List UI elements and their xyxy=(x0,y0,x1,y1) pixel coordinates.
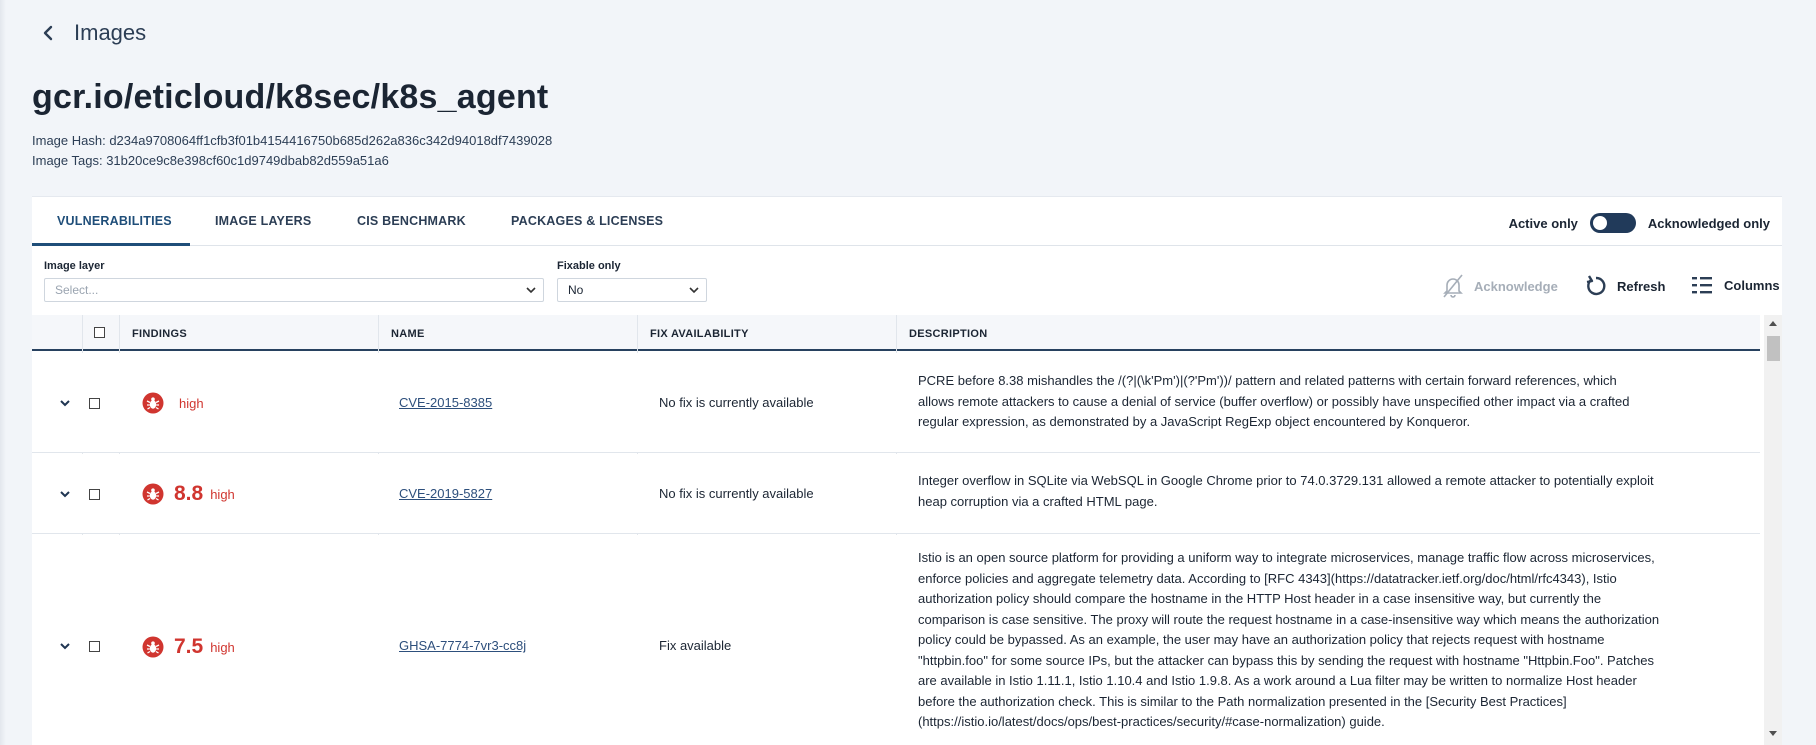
description-line: enforce policies and aggregate telemetry data. According to [RFC 4343](https://datatracker.ietf.org/doc/html/rfc4343), Istio xyxy=(918,570,1617,586)
row-checkbox[interactable] xyxy=(89,641,100,652)
table-scrollbar[interactable] xyxy=(1764,315,1782,745)
description xyxy=(918,371,1748,433)
acknowledge-label: Acknowledge xyxy=(1474,278,1558,294)
cve-link[interactable]: CVE-2015-8385 xyxy=(399,395,493,410)
breadcrumb-images[interactable]: Images xyxy=(74,20,147,45)
left-edge-shadow xyxy=(0,0,6,745)
columns-icon xyxy=(1690,273,1716,297)
tab-image-layers[interactable]: IMAGE LAYERS xyxy=(215,214,312,228)
table-row[interactable] xyxy=(32,353,1760,453)
select-all-checkbox[interactable] xyxy=(94,327,105,338)
fix-availability: Fix available xyxy=(659,638,732,653)
fixable-only-select[interactable] xyxy=(557,278,707,302)
chevron-down-icon[interactable] xyxy=(58,487,72,501)
scroll-thumb[interactable] xyxy=(1767,336,1780,361)
chevron-down-icon xyxy=(525,284,537,296)
description-line: (https://istio.io/latest/docs/ops/best-practices/security/#case-normalization) guide. xyxy=(918,714,1385,729)
column-header-findings[interactable]: FINDINGS xyxy=(132,328,187,340)
description-line: are available in Istio 1.11.1, Istio 1.10.4 and Istio 1.9.8. As a work around a Lua filter may be written to normalize Host header xyxy=(918,673,1637,688)
row-checkbox[interactable] xyxy=(89,489,100,500)
image-tags: Image Tags: 31b20ce9c8e398cf60c1d9749dbab82d559a51a6 xyxy=(32,153,389,168)
image-hash: Image Hash: d234a9708064ff1cfb3f01b4154416750b685d262a836c342d94018df7439028 xyxy=(32,133,553,148)
description-line: PCRE before 8.38 mishandles the /(?|(\k'Pm')|(?'Pm'))/ pattern and related patterns with certain forward references, which xyxy=(918,373,1617,388)
description-line: Integer overflow in SQLite via WebSQL in Google Chrome prior to 74.0.3729.131 allowed a remote attacker to potentially exploit xyxy=(918,473,1654,488)
tab-bar xyxy=(32,197,1782,246)
cvss-score: 7.5 xyxy=(174,635,204,658)
image-layer-placeholder: Select... xyxy=(55,283,99,297)
description-line: comparison is case sensitive. The proxy will route the request hostname in a case-insensitive way which means the authorization xyxy=(918,611,1660,627)
chevron-down-icon[interactable] xyxy=(58,639,72,653)
finding-cell xyxy=(142,635,235,659)
finding-cell xyxy=(142,392,204,414)
description-line: regular expression, as demonstrated by a JavaScript RegExp object encountered by Konqueror. xyxy=(918,414,1471,429)
finding-cell xyxy=(142,482,235,506)
row-checkbox[interactable] xyxy=(89,398,100,409)
description-line: "httpbin.foo" for some source IPs, but the attacker can bypass this by sending the request with hostname "Httpbin.Foo". Patches xyxy=(918,652,1655,668)
refresh-label: Refresh xyxy=(1617,278,1666,294)
refresh-icon xyxy=(1583,273,1609,299)
severity-label: high xyxy=(210,639,235,655)
description-line: authorization policy should compare the hostname in the HTTP Host header in a case insensitive way, but currently the xyxy=(918,591,1602,606)
bug-icon xyxy=(142,636,164,658)
cve-link[interactable]: CVE-2019-5827 xyxy=(399,486,493,501)
scroll-up-arrow-icon[interactable] xyxy=(1769,321,1777,326)
toggle-knob xyxy=(1593,216,1607,230)
bug-icon xyxy=(142,392,164,414)
active-tab-indicator xyxy=(32,243,190,246)
toggle-right-label: Acknowledged only xyxy=(1647,215,1770,231)
tab-vulnerabilities[interactable]: VULNERABILITIES xyxy=(57,214,172,228)
description-line: policy could be bypassed. As an example, the user may have an authorization policy that rejects request with hostname xyxy=(918,632,1605,647)
description-line: heap corruption via a crafted HTML page. xyxy=(918,493,1158,509)
fix-availability: No fix is currently available xyxy=(659,486,814,501)
fixable-only-value: No xyxy=(568,283,584,297)
cvss-score: 8.8 xyxy=(174,482,204,505)
chevron-down-icon xyxy=(688,284,700,296)
page-title: gcr.io/eticloud/k8sec/k8s_agent xyxy=(32,78,549,116)
refresh-button[interactable] xyxy=(1583,273,1665,299)
description-line: allows remote attackers to cause a denial of service (buffer overflow) or possibly have unspecified other impact via a crafted xyxy=(918,393,1630,409)
acknowledge-button[interactable] xyxy=(1440,273,1558,299)
fixable-only-label: Fixable only xyxy=(557,260,621,272)
cve-link[interactable]: GHSA-7774-7vr3-cc8j xyxy=(399,638,527,653)
vulnerabilities-panel xyxy=(32,196,1782,745)
image-layer-label: Image layer xyxy=(44,260,105,272)
bug-icon xyxy=(142,483,164,505)
description-line: before the authorization check. This is similar to the Path normalization presented in the [Security Best Practices] xyxy=(918,693,1567,709)
severity-label: high xyxy=(210,486,235,502)
description xyxy=(918,471,1748,512)
table-row[interactable] xyxy=(32,454,1760,534)
description xyxy=(918,548,1748,733)
columns-button[interactable] xyxy=(1690,273,1780,297)
description-line: Istio is an open source platform for providing a uniform way to integrate microservices, manage traffic flow across microservices, xyxy=(918,550,1655,565)
column-header-fix-availability[interactable]: FIX AVAILABILITY xyxy=(650,328,749,340)
column-header-name[interactable]: NAME xyxy=(391,328,425,340)
active-acknowledged-toggle xyxy=(1509,213,1770,233)
fix-availability: No fix is currently available xyxy=(659,395,814,410)
tab-packages-licenses[interactable]: PACKAGES & LICENSES xyxy=(511,214,664,228)
column-header-description[interactable]: DESCRIPTION xyxy=(909,328,988,340)
table-row[interactable] xyxy=(32,535,1760,745)
toggle-left-label: Active only xyxy=(1508,215,1578,231)
chevron-down-icon[interactable] xyxy=(58,396,72,410)
back-navigation xyxy=(38,20,146,46)
severity-label: high xyxy=(179,395,204,411)
back-button[interactable] xyxy=(38,23,58,43)
image-layer-select[interactable] xyxy=(44,278,544,302)
columns-label: Columns xyxy=(1724,277,1780,293)
tab-cis-benchmark[interactable]: CIS BENCHMARK xyxy=(357,214,466,228)
toggle-switch[interactable] xyxy=(1590,213,1636,233)
chevron-left-icon xyxy=(41,25,55,41)
bell-off-icon xyxy=(1440,273,1466,299)
scroll-down-arrow-icon[interactable] xyxy=(1769,731,1777,736)
